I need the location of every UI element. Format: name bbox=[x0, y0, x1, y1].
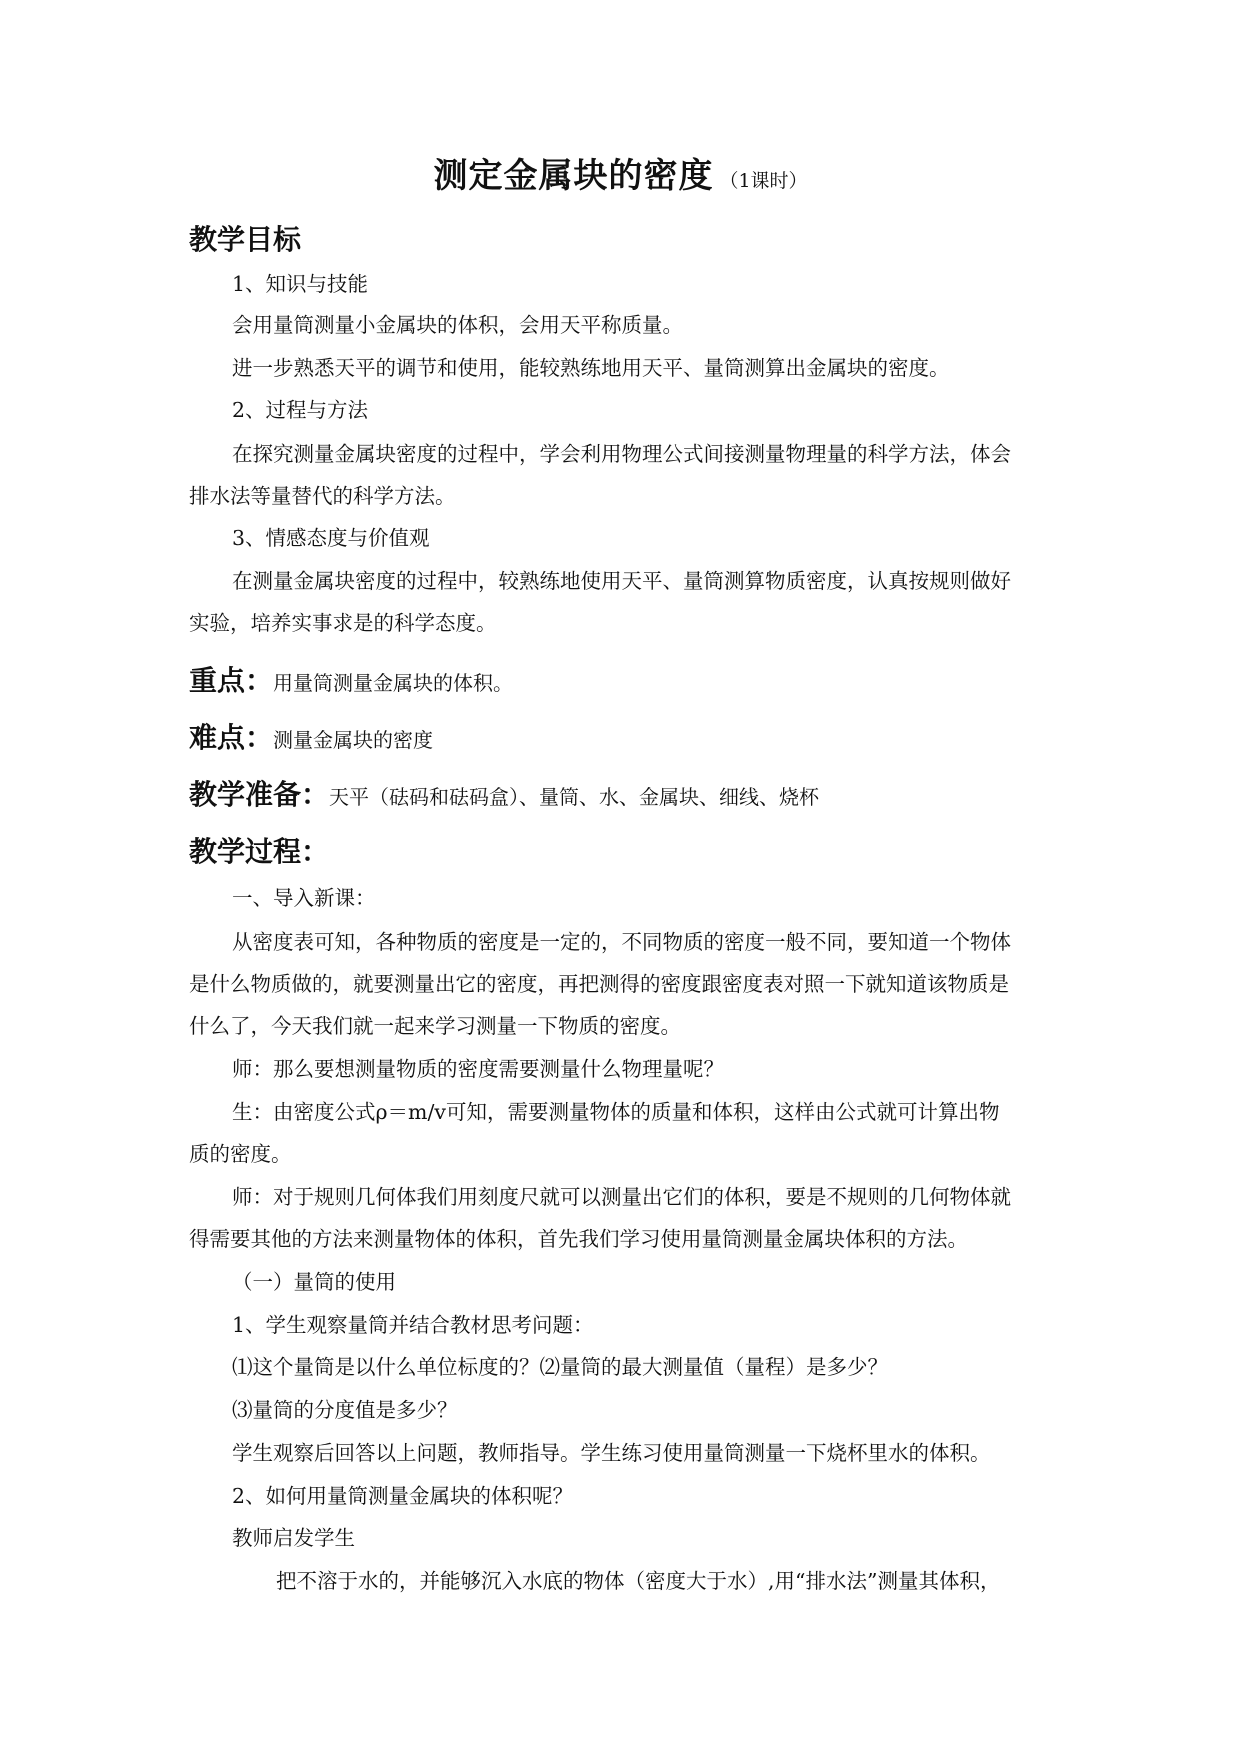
objectives-heading: 教学目标 bbox=[189, 223, 302, 256]
step1-result: 学生观察后回答以上问题，教师指导。学生练习使用量筒测量一下烧杯里水的体积。 bbox=[232, 1441, 991, 1465]
obj2-line2: 排水法等量替代的科学方法。 bbox=[189, 484, 456, 508]
student-answer-line1: 生：由密度公式ρ＝m/v可知，需要测量物体的质量和体积，这样由公式就可计算出物 bbox=[232, 1100, 1000, 1124]
key-point-text: 用量筒测量金属块的体积。 bbox=[273, 671, 514, 695]
step2: 2、如何用量筒测量金属块的体积呢？ bbox=[232, 1484, 574, 1508]
process-heading: 教学过程： bbox=[189, 835, 330, 868]
key-point bbox=[189, 659, 513, 699]
obj3-label: 3、情感态度与价值观 bbox=[232, 526, 430, 550]
difficulty bbox=[189, 716, 433, 756]
difficulty-text: 测量金属块的密度 bbox=[273, 728, 434, 752]
step2-guide: 教师启发学生 bbox=[232, 1526, 355, 1550]
student-answer-line2: 质的密度。 bbox=[189, 1142, 292, 1166]
page-title bbox=[0, 148, 1241, 197]
intro-line3: 什么了，今天我们就一起来学习测量一下物质的密度。 bbox=[189, 1014, 681, 1038]
prep-heading: 教学准备： bbox=[189, 778, 330, 811]
obj1-line2: 进一步熟悉天平的调节和使用，能较熟练地用天平、量筒测算出金属块的密度。 bbox=[232, 356, 950, 380]
title-sub: （1课时） bbox=[719, 170, 808, 192]
title-main: 测定金属块的密度 bbox=[433, 156, 714, 196]
intro-line1: 从密度表可知，各种物质的密度是一定的，不同物质的密度一般不同，要知道一个物体 bbox=[232, 930, 1011, 954]
teacher-question: 师：那么要想测量物质的密度需要测量什么物理量呢？ bbox=[232, 1057, 724, 1081]
obj3-line1: 在测量金属块密度的过程中，较熟练地使用天平、量筒测算物质密度，认真按规则做好 bbox=[232, 569, 1011, 593]
question-3: ⑶量筒的分度值是多少？ bbox=[232, 1398, 458, 1422]
obj2-line1: 在探究测量金属块密度的过程中，学会利用物理公式间接测量物理量的科学方法，体会 bbox=[232, 442, 1011, 466]
difficulty-heading: 难点： bbox=[189, 721, 274, 754]
intro-line2: 是什么物质做的，就要测量出它的密度，再把测得的密度跟密度表对照一下就知道该物质是 bbox=[189, 972, 1009, 996]
obj1-line1: 会用量筒测量小金属块的体积，会用天平称质量。 bbox=[232, 313, 683, 337]
prep-text: 天平（砝码和砝码盒）、量筒、水、金属块、细线、烧杯 bbox=[329, 785, 820, 809]
step2-line1: 把不溶于水的，并能够沉入水底的物体（密度大于水）,用“排水法”测量其体积， bbox=[276, 1569, 1001, 1593]
question-1-2: ⑴这个量筒是以什么单位标度的？⑵量筒的最大测量值（量程）是多少？ bbox=[232, 1355, 888, 1379]
obj2-label: 2、过程与方法 bbox=[232, 398, 369, 422]
teacher-statement-line2: 得需要其他的方法来测量物体的体积，首先我们学习使用量筒测量金属块体积的方法。 bbox=[189, 1227, 968, 1251]
teacher-statement-line1: 师：对于规则几何体我们用刻度尺就可以测量出它们的体积，要是不规则的几何物体就 bbox=[232, 1185, 1011, 1209]
step1: 1、学生观察量筒并结合教材思考问题： bbox=[232, 1313, 594, 1337]
obj1-label: 1、知识与技能 bbox=[232, 272, 369, 296]
key-point-heading: 重点： bbox=[189, 664, 274, 697]
subsection-label: （一）量筒的使用 bbox=[232, 1270, 396, 1294]
preparation bbox=[189, 773, 819, 813]
intro-label: 一、导入新课： bbox=[232, 886, 376, 910]
obj3-line2: 实验，培养实事求是的科学态度。 bbox=[189, 611, 497, 635]
